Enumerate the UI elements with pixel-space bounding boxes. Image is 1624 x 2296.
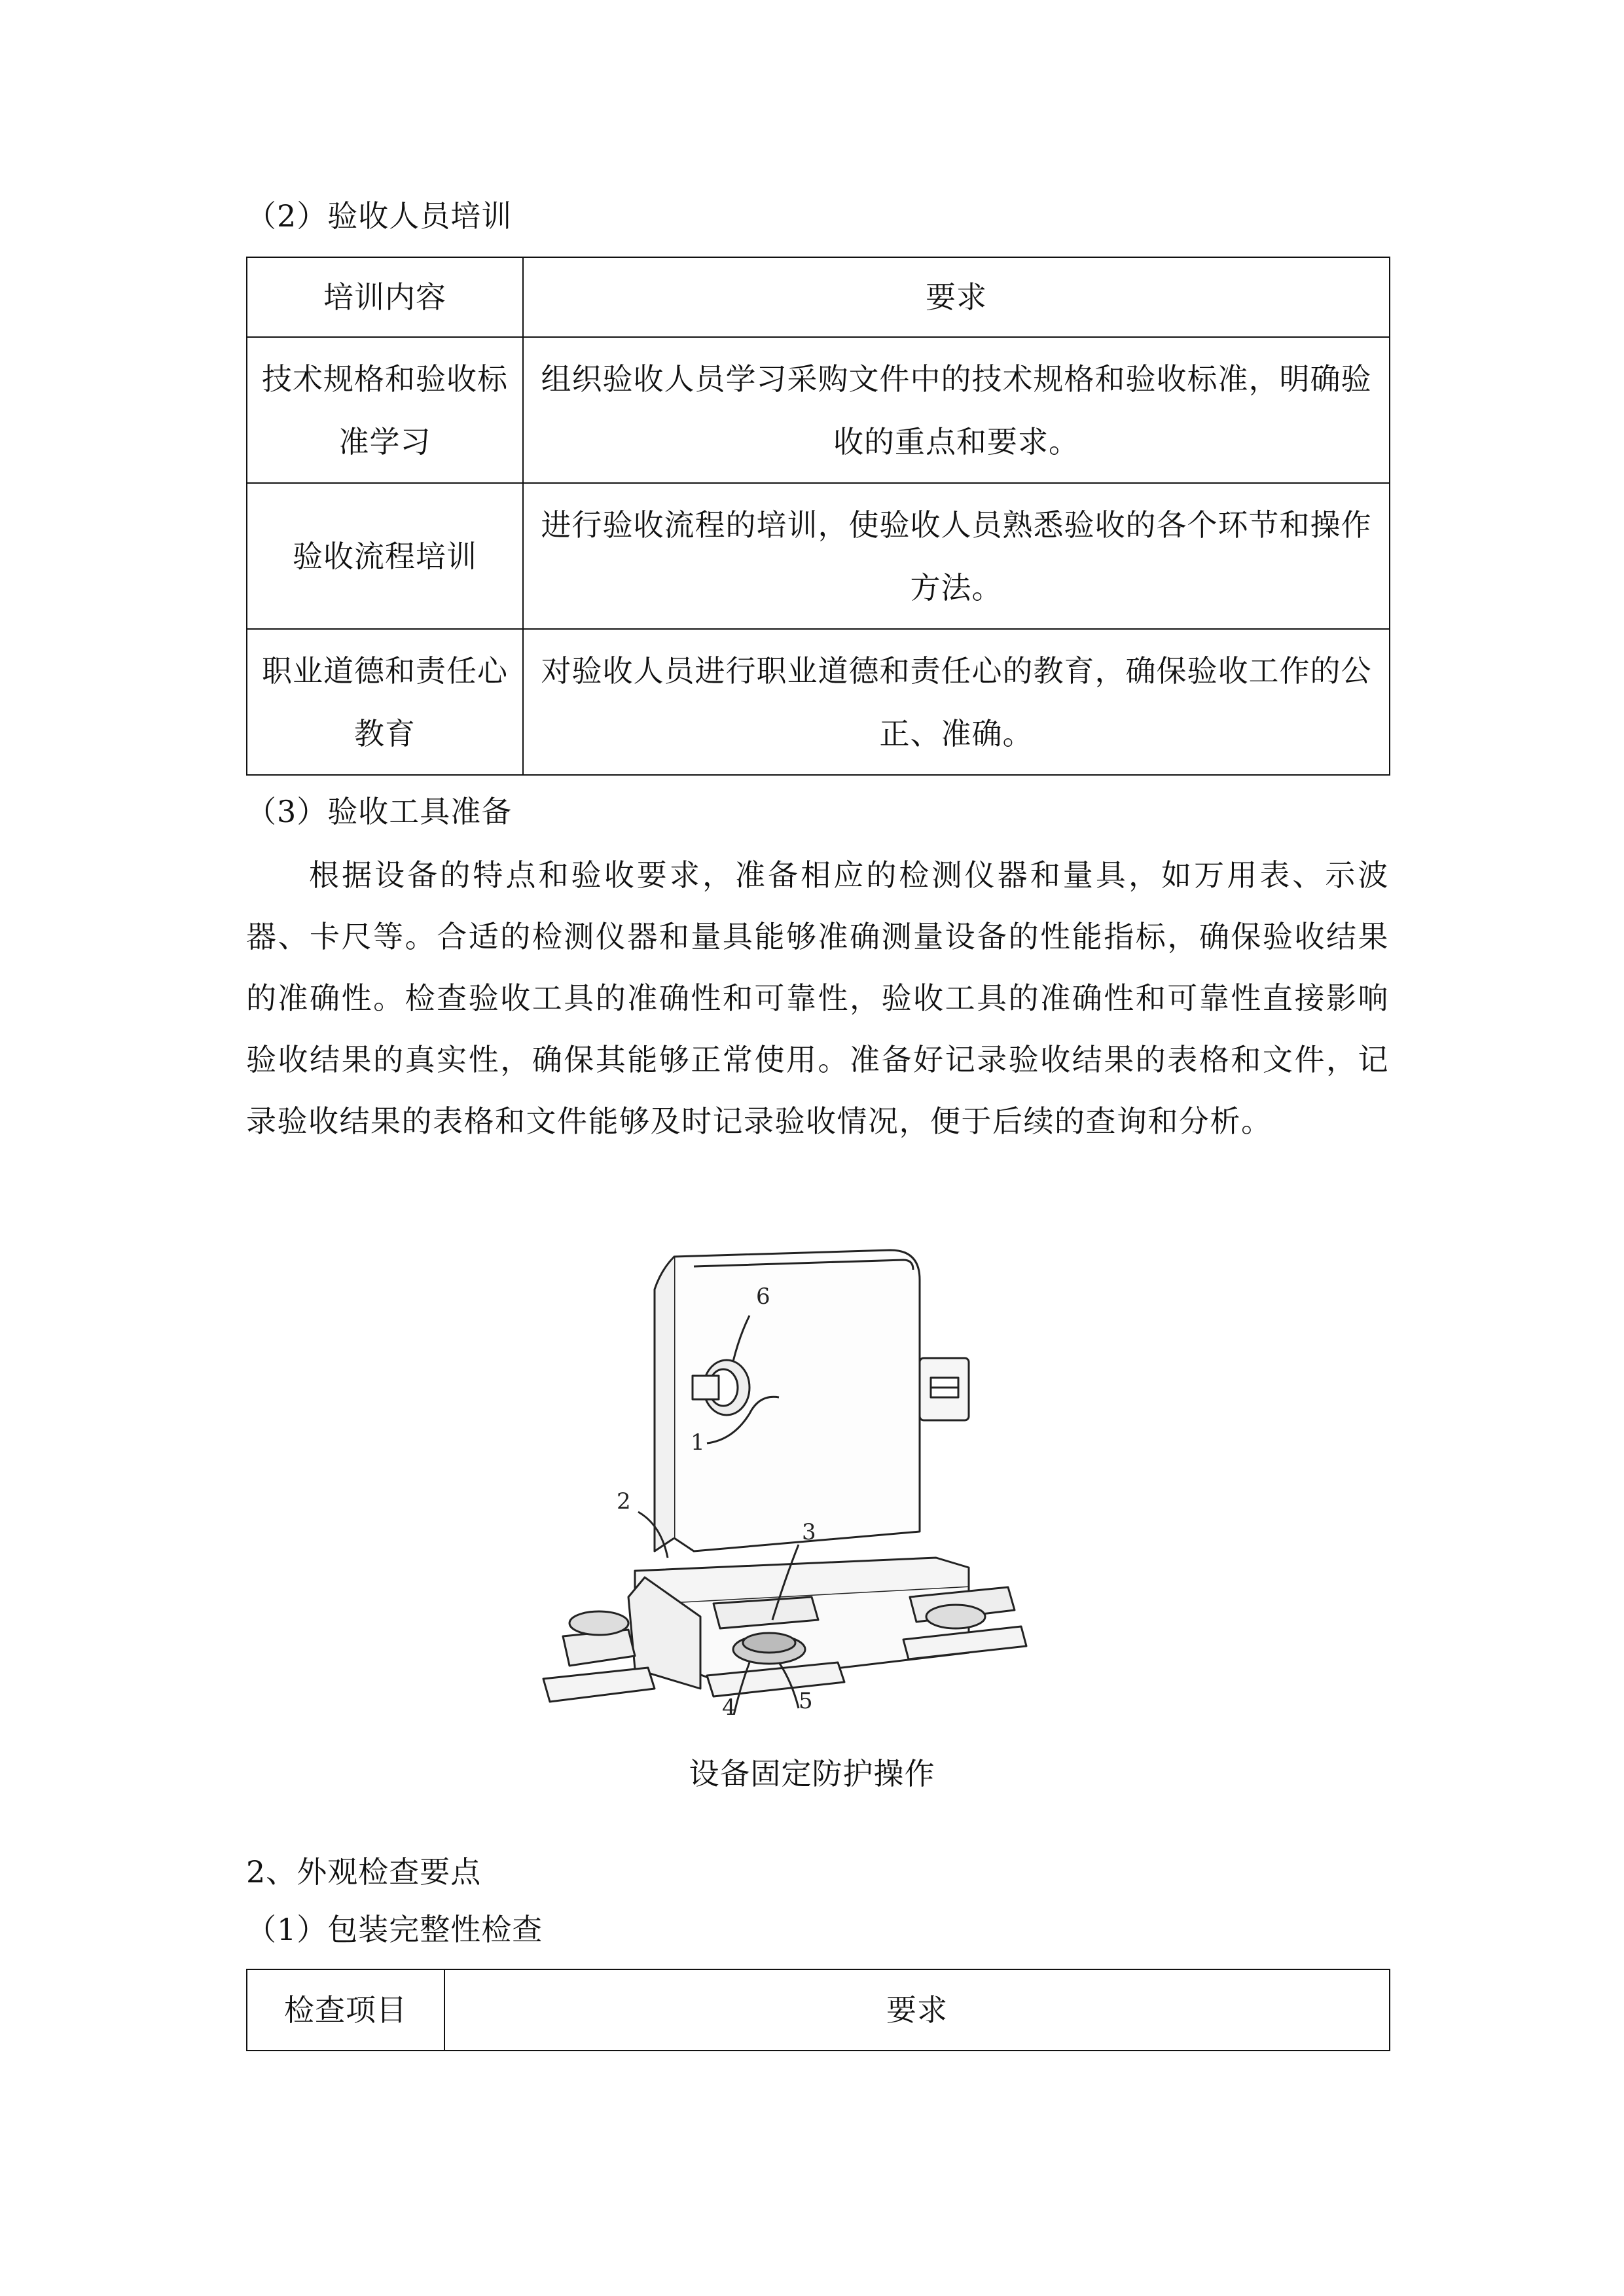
table-header-cell: 培训内容 [247, 257, 523, 337]
figure-label-5: 5 [799, 1688, 813, 1714]
table-header-cell: 检查项目 [247, 1969, 444, 2051]
packaging-table [246, 1969, 1390, 2051]
appearance-heading: 2、外观检查要点 [246, 1854, 482, 1890]
figure-label-1: 1 [691, 1429, 705, 1456]
training-table [246, 257, 1390, 776]
table-header-row [247, 257, 1390, 337]
table-cell: 进行验收流程的培训，使验收人员熟悉验收的各个环节和操作方法。 [523, 483, 1390, 629]
figure-label-4: 4 [722, 1695, 736, 1715]
table-row [247, 337, 1390, 483]
table-cell: 组织验收人员学习采购文件中的技术规格和验收标准，明确验收的重点和要求。 [523, 337, 1390, 483]
table-row [247, 483, 1390, 629]
table-header-row [247, 1969, 1390, 2051]
equipment-drawing [537, 1230, 1100, 1715]
figure-label-6: 6 [756, 1283, 770, 1310]
figure-caption: 设备固定防护操作 [689, 1756, 935, 1791]
table-cell: 验收流程培训 [247, 483, 523, 629]
packaging-heading: （1）包装完整性检查 [246, 1912, 543, 1947]
figure-label-3: 3 [802, 1519, 816, 1545]
training-heading: （2）验收人员培训 [246, 198, 513, 234]
figure-label-2: 2 [617, 1488, 631, 1515]
tools-paragraph: 根据设备的特点和验收要求，准备相应的检测仪器和量具，如万用表、示波器、卡尺等。合适的检测仪器和量具能够准确测量设备的性能指标，确保验收结果的准确性。检查验收工具的准确性和可靠性，验收工具的准确性和可靠性直接影响验收结果的真实性，确保其能够正常使用。准备好记录验收结果的表格和文件，记录验收结果的表格和文件能够及时记录验收情况，便于后续的查询和分析。 [246, 857, 1389, 1139]
table-header-cell: 要求 [523, 257, 1390, 337]
table-cell: 对验收人员进行职业道德和责任心的教育，确保验收工作的公正、准确。 [523, 629, 1390, 775]
table-cell: 技术规格和验收标准学习 [247, 337, 523, 483]
equipment-figure [537, 1230, 1100, 1715]
table-header-cell: 要求 [444, 1969, 1390, 2051]
table-row [247, 629, 1390, 775]
table-cell: 职业道德和责任心教育 [247, 629, 523, 775]
tools-heading: （3）验收工具准备 [246, 794, 513, 829]
